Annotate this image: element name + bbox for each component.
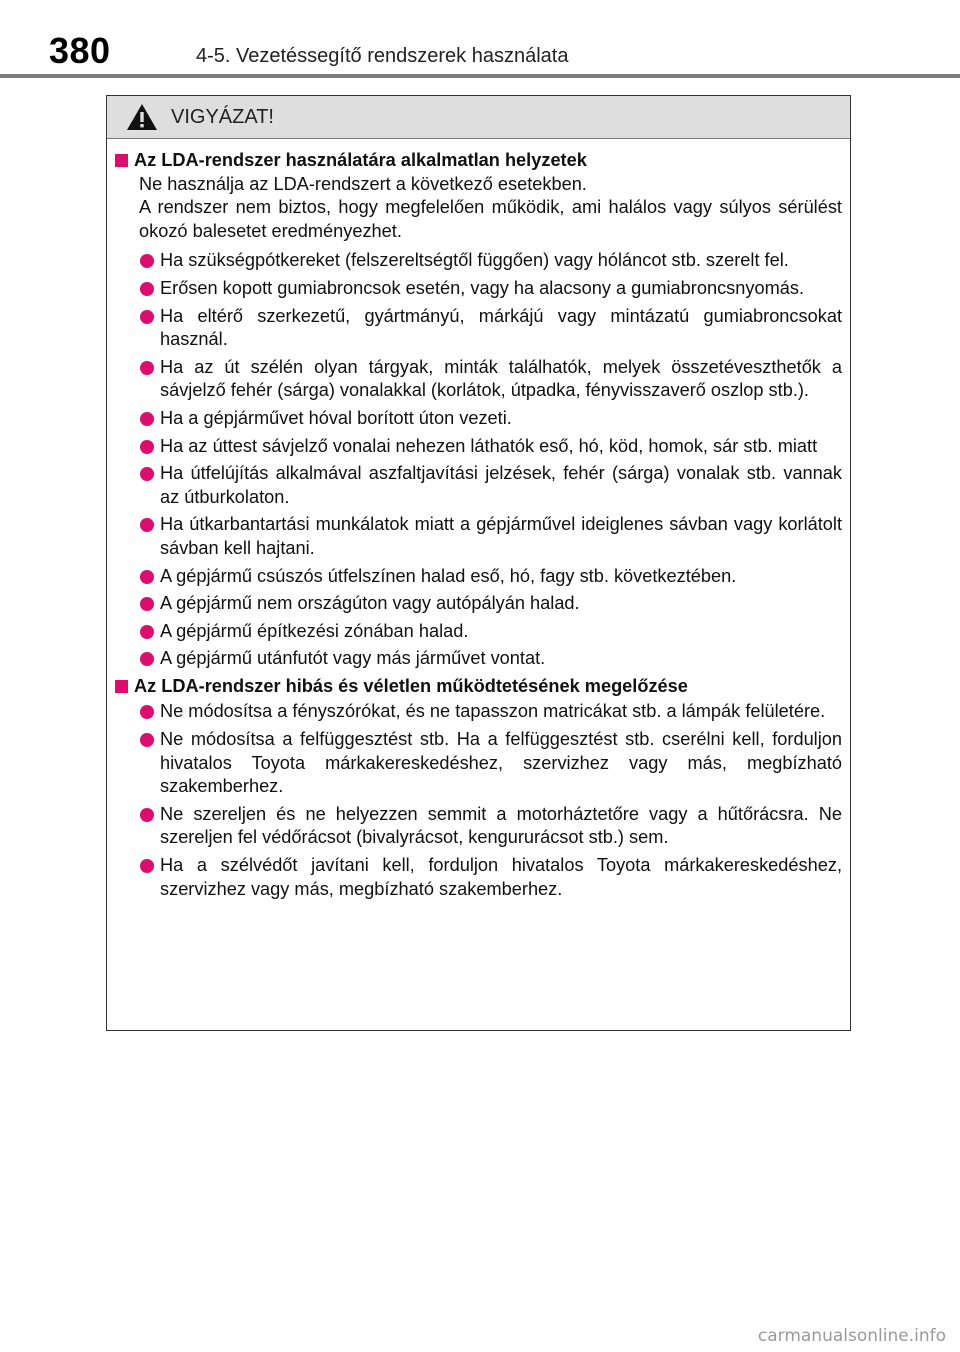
paragraph: Ne használja az LDA-rendszert a következő esetekben. <box>139 173 587 194</box>
section-unsuitable-situations <box>115 149 842 671</box>
section-title-text: Az LDA-rendszer használatára alkalmatlan helyzetek <box>134 150 587 170</box>
list-item <box>115 356 842 403</box>
bullet-dot-icon <box>140 652 154 666</box>
section-title <box>115 149 842 173</box>
bullet-dot-icon <box>140 412 154 426</box>
section-title <box>115 675 842 699</box>
bullet-dot-icon <box>140 808 154 822</box>
section-prevent-misoperation <box>115 675 842 901</box>
bullet-dot-icon <box>140 705 154 719</box>
warning-box <box>106 95 851 1031</box>
watermark: carmanualsonline.info <box>757 1326 946 1346</box>
bullet-dot-icon <box>140 625 154 639</box>
paragraph: A rendszer nem biztos, hogy megfelelően működik, ami halálos vagy súlyos sérülést okozó balesetet eredményezhet. <box>139 197 842 241</box>
list-item-text: A gépjármű csúszós útfelszínen halad eső, hó, fagy stb. következtében. <box>160 565 737 586</box>
list-item-text: Ha eltérő szerkezetű, gyártmányú, márkájú vagy mintázatú gumiabroncsokat használ. <box>160 305 842 350</box>
list-item-text: A gépjármű utánfutót vagy más járművet vontat. <box>160 648 546 669</box>
list-item-text: Ne módosítsa a felfüggesztést stb. Ha a felfüggesztést stb. cserélni kell, forduljon hivatalos Toyota márkakereskedéshez, szervizhez vagy más, megbízható szakemberhez. <box>160 729 842 797</box>
list-item <box>115 407 842 431</box>
list-item <box>115 249 842 273</box>
list-item <box>115 277 842 301</box>
list-item-text: A gépjármű építkezési zónában halad. <box>160 620 469 641</box>
page-number: 380 <box>49 30 111 71</box>
list-item <box>115 592 842 616</box>
list-item <box>115 565 842 589</box>
list-item <box>115 513 842 560</box>
header-divider <box>0 74 960 78</box>
warning-header <box>107 96 850 139</box>
bullet-dot-icon <box>140 361 154 375</box>
bullet-dot-icon <box>140 440 154 454</box>
bullet-dot-icon <box>140 733 154 747</box>
square-bullet-icon <box>115 680 128 693</box>
square-bullet-icon <box>115 154 128 167</box>
bullet-dot-icon <box>140 282 154 296</box>
warning-body <box>107 139 850 901</box>
list-item <box>115 803 842 850</box>
bullet-list <box>115 700 842 901</box>
bullet-dot-icon <box>140 570 154 584</box>
list-item-text: Ha az úttest sávjelző vonalai nehezen láthatók eső, hó, köd, homok, sár stb. miatt <box>160 435 818 456</box>
list-item-text: Ne módosítsa a fényszórókat, és ne tapasszon matricákat stb. a lámpák felületére. <box>160 701 826 722</box>
warning-triangle-icon <box>126 103 158 131</box>
bullet-dot-icon <box>140 597 154 611</box>
list-item-text: Ha a gépjárművet hóval borított úton vezeti. <box>160 407 512 428</box>
chapter-title: 4-5. Vezetéssegítő rendszerek használata <box>196 45 569 67</box>
list-item-text: Ha szükségpótkereket (felszereltségtől függően) vagy hóláncot stb. szerelt fel. <box>160 250 789 271</box>
list-item-text: Erősen kopott gumiabroncsok esetén, vagy ha alacsony a gumiabroncsnyomás. <box>160 277 804 298</box>
list-item <box>115 435 842 459</box>
list-item-text: Ne szereljen és ne helyezzen semmit a motorháztetőre vagy a hűtőrácsra. Ne szereljen fel védőrácsot (bivalyrácsot, kengururácsot stb.) sem. <box>160 803 842 848</box>
list-item <box>115 462 842 509</box>
list-item <box>115 305 842 352</box>
bullet-dot-icon <box>140 518 154 532</box>
bullet-dot-icon <box>140 859 154 873</box>
list-item <box>115 647 842 671</box>
list-item-text: A gépjármű nem országúton vagy autópályán halad. <box>160 593 580 614</box>
warning-label: VIGYÁZAT! <box>171 106 274 128</box>
bullet-dot-icon <box>140 254 154 268</box>
list-item <box>115 728 842 799</box>
bullet-dot-icon <box>140 467 154 481</box>
list-item <box>115 620 842 644</box>
list-item <box>115 854 842 901</box>
list-item-text: Ha útkarbantartási munkálatok miatt a gépjárművel ideiglenes sávban vagy korlátolt sávban kell hajtani. <box>160 514 842 558</box>
list-item-text: Ha az út szélén olyan tárgyak, minták találhatók, melyek összetéveszthetők a sávjelző fehér (sárga) vonalakkal (korlátok, útpadka, fényvisszaverő oszlop stb.). <box>160 356 842 401</box>
list-item <box>115 700 842 724</box>
bullet-list <box>115 249 842 671</box>
page-header <box>0 0 960 82</box>
list-item-text: Ha a szélvédőt javítani kell, forduljon hivatalos Toyota márkakereskedéshez, szervizhez vagy más, megbízható szakemberhez. <box>160 855 842 899</box>
list-item-text: Ha útfelújítás alkalmával aszfaltjavítási jelzések, fehér (sárga) vonalak stb. vannak az útburkolaton. <box>160 463 842 507</box>
bullet-dot-icon <box>140 310 154 324</box>
section-title-text: Az LDA-rendszer hibás és véletlen működtetésének megelőzése <box>134 675 688 696</box>
